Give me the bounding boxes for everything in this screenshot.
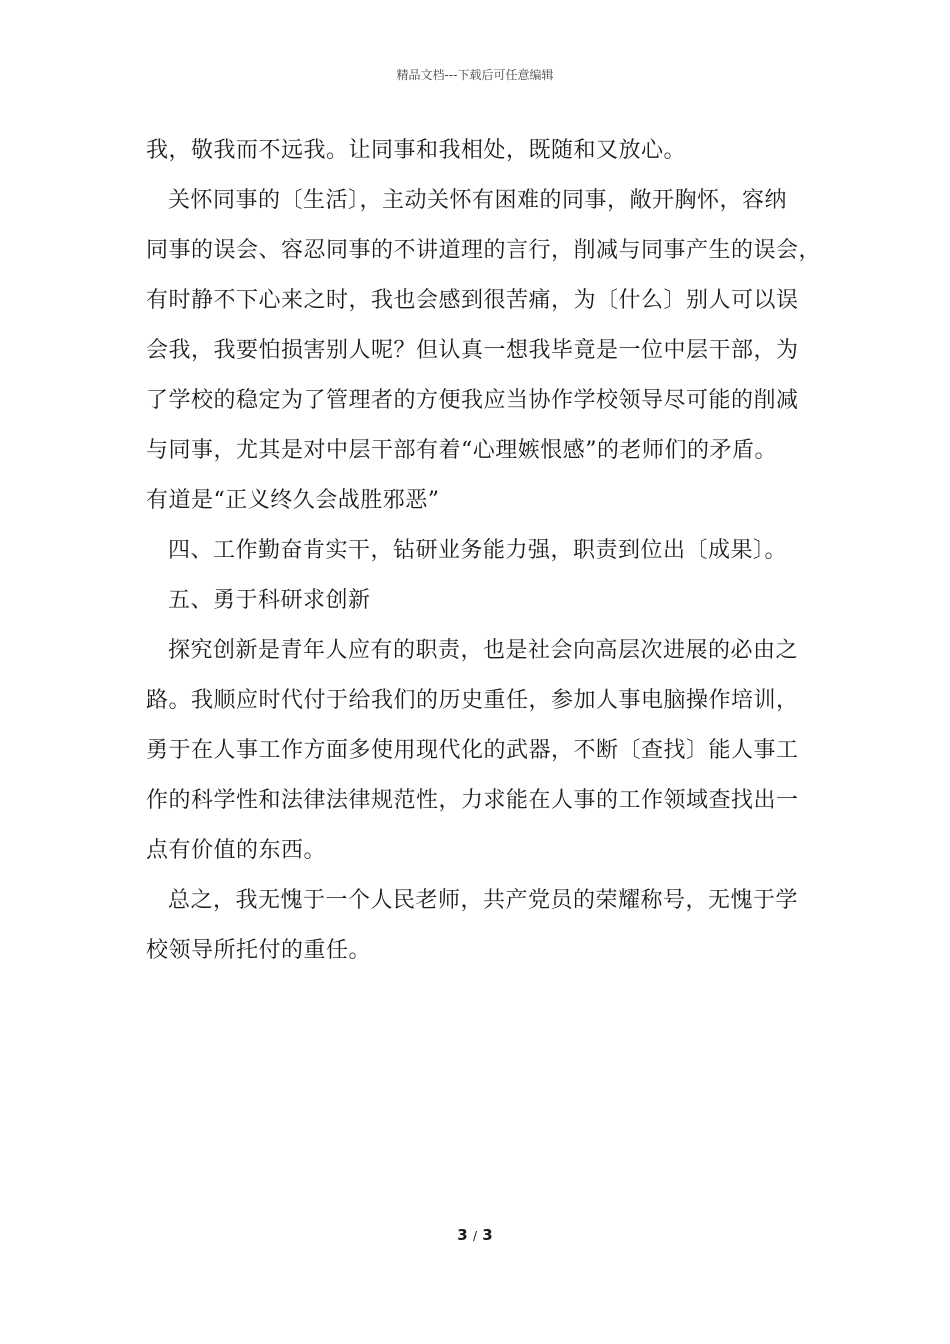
- document-body: [146, 126, 822, 976]
- body-line: 我，敬我而不远我。让同事和我相处，既随和又放心。: [146, 138, 687, 163]
- body-line: 总之，我无愧于一个人民老师，共产党员的荣耀称号，无愧于学: [168, 888, 799, 913]
- body-line: 关怀同事的〔生活〕，主动关怀有困难的同事，敞开胸怀，容纳: [168, 188, 788, 213]
- section-heading: 四、工作勤奋肯实干，钻研业务能力强，职责到位出〔成果〕。: [168, 538, 788, 563]
- body-line: 了学校的稳定为了管理者的方便我应当协作学校领导尽可能的削减: [146, 388, 799, 413]
- body-line: 探究创新是青年人应有的职责，也是社会向高层次进展的必由之: [168, 638, 799, 663]
- page-total: 3: [482, 1226, 493, 1244]
- body-line: 点有价值的东西。: [146, 838, 327, 863]
- body-line: 作的科学性和法律法律规范性，力求能在人事的工作领域查找出一: [146, 788, 799, 813]
- body-line: 勇于在人事工作方面多使用现代化的武器，不断〔查找〕能人事工: [146, 738, 799, 763]
- page-separator: /: [472, 1229, 478, 1243]
- body-line: 会我，我要怕损害别人呢？但认真一想我毕竟是一位中层干部，为: [146, 338, 799, 363]
- page-header: 精品文档---下载后可任意编辑: [396, 68, 554, 82]
- body-line: 路。我顺应时代付于给我们的历史重任，参加人事电脑操作培训，: [146, 688, 799, 713]
- body-line: 有时静不下心来之时，我也会感到很苦痛，为〔什么〕别人可以误: [146, 288, 799, 313]
- body-line: 同事的误会、容忍同事的不讲道理的言行，削减与同事产生的误会，: [146, 238, 822, 263]
- body-line: 有道是“正义终久会战胜邪恶”: [146, 488, 440, 513]
- body-line: 与同事，尤其是对中层干部有着“心理嫉恨感”的老师们的矛盾。: [146, 438, 777, 463]
- body-line: 校领导所托付的重任。: [146, 938, 372, 963]
- page-number: [0, 1226, 950, 1244]
- section-heading: 五、勇于科研求创新: [168, 588, 371, 613]
- page-current: 3: [457, 1226, 468, 1244]
